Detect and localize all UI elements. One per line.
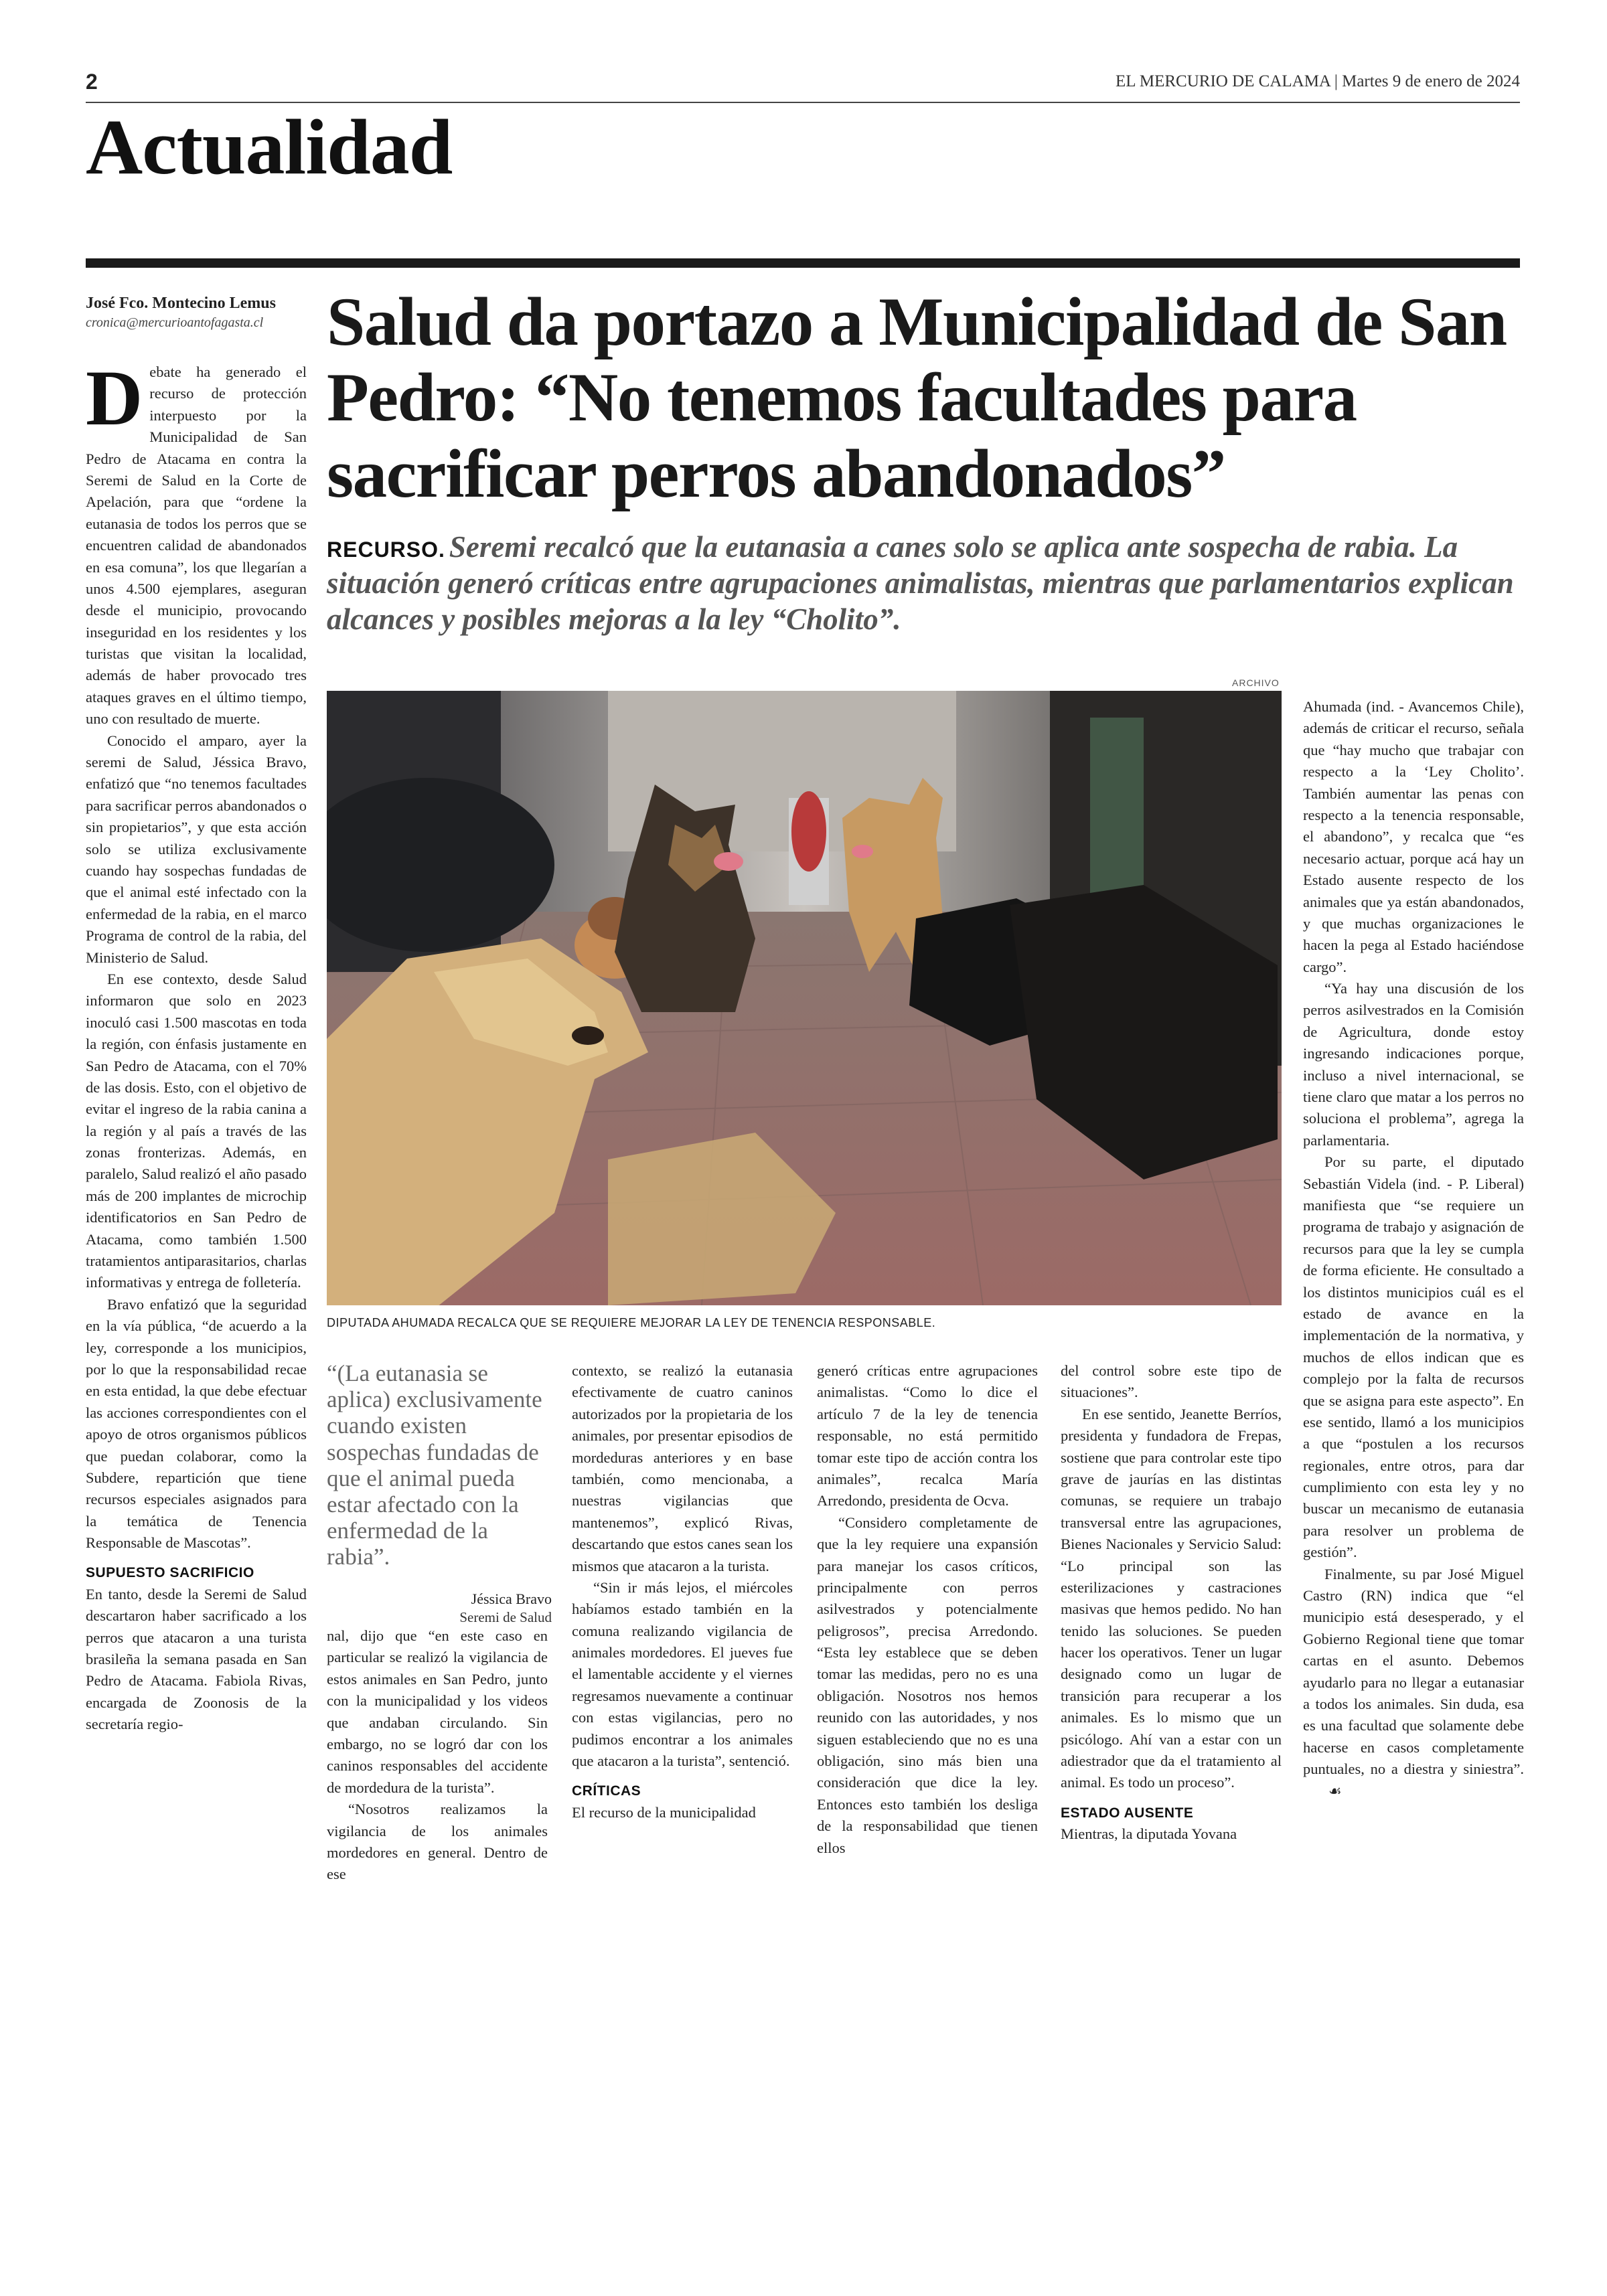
dropcap: D bbox=[86, 354, 143, 442]
kicker: RECURSO. bbox=[327, 538, 445, 562]
lead-text: Seremi recalcó que la eutanasia a canes solo se aplica ante sospecha de rabia. La situación generó críticas entre agrupaciones animalistas, mientras que parlamentarios explican alcances y posibles mejoras a la ley “Cholito”. bbox=[327, 530, 1514, 636]
paragraph bbox=[86, 354, 307, 730]
paragraph: nal, dijo que “en este caso en particular se realizó la vigilancia de estos animales en San Pedro, junto con la municipalidad y los videos que andaban circulando. Sin embargo, no se logró dar con los caninos responsables del accidente de mordedura de la turista”. bbox=[327, 1627, 548, 1796]
dogs-photo bbox=[327, 691, 1282, 1305]
paragraph bbox=[1303, 1564, 1524, 1802]
subhead-supuesto-sacrificio: SUPUESTO SACRIFICIO bbox=[86, 1565, 254, 1581]
author-name: José Fco. Montecino Lemus bbox=[86, 295, 276, 312]
paragraph: generó críticas entre agrupaciones animalistas. “Como lo dice el artículo 7 de la ley de tenencia responsable, no está permitido tomar este tipo de acción contra los animales”, recalca María Arredondo, presidenta de Ocva. bbox=[817, 1362, 1038, 1509]
pull-quote bbox=[327, 1360, 552, 1626]
paragraph: “Considero completamente de que la ley requiere una expansión para manejar los casos críticos, principalmente con perros asilvestrados y potencialmente peligrosos”, precisa Arredondo. “Esta ley establece que se deben tomar las medidas, pero no es una obligación. Nosotros nos hemos reunido con las autoridades, y nos siguen estableciendo que no es una obligación, sino más bien una consideración que dice la ley. Entonces esto también los desliga de la responsabilidad que tienen ellos bbox=[817, 1513, 1038, 1856]
lead-paragraph bbox=[327, 529, 1525, 637]
page-number: 2 bbox=[86, 70, 98, 94]
author-email[interactable]: cronica@mercurioantofagasta.cl bbox=[86, 315, 264, 330]
photo-caption: DIPUTADA AHUMADA RECALCA QUE SE REQUIERE MEJORAR LA LEY DE TENENCIA RESPONSABLE. bbox=[327, 1316, 936, 1329]
subhead-estado-ausente: ESTADO AUSENTE bbox=[1061, 1805, 1194, 1821]
photo-credit: ARCHIVO bbox=[1232, 677, 1280, 688]
paragraph: Bravo enfatizó que la seguridad en la vía pública, “de acuerdo a la ley, corresponde a los municipios, por lo que la responsabilidad recae en esta entidad, la que debe efectuar las acciones correspondientes con el apoyo de otros organismos públicos que puedan colaborar, como la Subdere, repartición que tiene recursos especiales asignados para la temática de Tenencia Responsable de Mascotas”. bbox=[86, 1295, 307, 1552]
paragraph: En ese contexto, desde Salud informaron que solo en 2023 inoculó casi 1.500 mascotas en toda la región, con énfasis justamente en San Pedro de Atacama, con el 70% de las dosis. Esto, con el objetivo de evitar el ingreso de la rabia canina a la región y al país a través de las zonas fronterizas. Además, en paralelo, Salud realizó el año pasado más de 200 implantes de microchip identificatorios en San Pedro de Atacama, como también 1.500 tratamientos antiparasitarios, charlas informativas y entrega de folletería. bbox=[86, 970, 307, 1291]
section-divider bbox=[86, 258, 1520, 268]
dogs-photo-illustration bbox=[327, 691, 1282, 1305]
column-4 bbox=[817, 1360, 1038, 1859]
paragraph: En tanto, desde la Seremi de Salud descartaron haber sacrificado a los perros que atacaron a una turista brasileña la semana pasada en San Pedro de Atacama. Fabiola Rivas, encargada de Zoonosis de la secretaría regio- bbox=[86, 1585, 307, 1733]
paragraph: del control sobre este tipo de situaciones”. bbox=[1061, 1362, 1282, 1401]
column-3 bbox=[572, 1360, 793, 1823]
paragraph: contexto, se realizó la eutanasia efectivamente de cuatro caninos autorizados por la propietaria de los animales, por presentar episodios de mordeduras anteriores y en base también, como mencionaba, a nuestras vigilancias que mantenemos”, explicó Rivas, descartando que estos canes sean los mismos que atacaron a la turista. bbox=[572, 1362, 793, 1574]
paragraph: Por su parte, el diputado Sebastián Videla (ind. - P. Liberal) manifiesta que “se requiere un programa de trabajo y asignación de recursos para que la ley se cumpla de forma eficiente. He consultado a los distintos municipios cuál es el estado de avance en la implementación de la normativa, y muchos de ellos indican que es complejo por la falta de recursos que se asigna para este aspecto”. En ese sentido, llamó a los municipios a que “postulen a los recursos regionales, entre otros, para dar cumplimiento con esta ley y no buscar un mecanismo de eutanasia para resolver un problema de gestión”. bbox=[1303, 1153, 1524, 1561]
paragraph-text: Finalmente, su par José Miguel Castro (RN) indica que “el municipio está desesperado, y el Gobierno Regional tiene que tomar cartas en el asunto. Debemos ayudarlo para no llegar a eutanasiar a todos los animales. Sin duda, esa es una facultad que solamente debe hacerse en casos completamente puntuales, no a diestra y siniestra”. bbox=[1303, 1565, 1524, 1778]
column-6 bbox=[1303, 696, 1524, 1802]
end-mark-icon: ☙ bbox=[1328, 1782, 1342, 1799]
subhead-criticas: CRÍTICAS bbox=[572, 1783, 641, 1799]
byline bbox=[86, 295, 307, 331]
section-title: Actualidad bbox=[86, 103, 453, 191]
pull-quote-role: Seremi de Salud bbox=[459, 1609, 552, 1625]
pull-quote-author: Jéssica Bravo bbox=[471, 1590, 552, 1607]
paragraph-text: ebate ha generado el recurso de protección interpuesto por la Municipalidad de San Pedro de Atacama en contra la Seremi de Salud en la Corte de Apelación, para que “ordene la eutanasia de todos los perros que se encuentren calidad de abandonados en esa comuna”, los que llegarían a unos 4.500 ejemplares, aseguran desde el municipio, provocando inseguridad en los residentes y los turistas que visitan la localidad, además de haber provocado tres ataques graves en el último tiempo, uno con resultado de muerte. bbox=[86, 363, 307, 728]
paragraph: Conocido el amparo, ayer la seremi de Salud, Jéssica Bravo, enfatizó que “no tenemos facultades para sacrificar perros abandonados o sin propietarios”, y que esta acción solo se utiliza exclusivamente cuando hay sospechas fundadas de que el animal esté infectado con la enfermedad de la rabia, en el marco Programa de control de la rabia, del Ministerio de Salud. bbox=[86, 732, 307, 966]
paragraph: Mientras, la diputada Yovana bbox=[1061, 1825, 1237, 1843]
paragraph: “Sin ir más lejos, el miércoles habíamos estado también en la comuna realizando vigilancia de animales mordedores. El jueves fue el lamentable accidente y el viernes regresamos nuevamente a continuar con estas vigilancias, pero no pudimos encontrar a los animales que atacaron a la turista”, sentenció. bbox=[572, 1578, 793, 1770]
paragraph: Ahumada (ind. - Avancemos Chile), además de criticar el recurso, señala que “hay mucho que trabajar con respecto a la ‘Ley Cholito’. También aumentar las penas con respecto a la tenencia responsable, el abandono”, y recalca que “es necesario actuar, porque acá hay un Estado ausente respecto de los animales que ya están abandonados, y que muchas organizaciones le hacen la pega al Estado haciéndose cargo”. bbox=[1303, 698, 1524, 975]
column-2 bbox=[327, 1625, 548, 1886]
masthead: EL MERCURIO DE CALAMA | Martes 9 de enero de 2024 bbox=[1116, 72, 1520, 90]
column-5 bbox=[1061, 1360, 1282, 1845]
paragraph: “Ya hay una discusión de los perros asilvestrados en la Comisión de Agricultura, donde estoy ingresando indicaciones porque, incluso a nivel internacional, se tiene claro que matar a los perros no soluciona el problema”, agrega la parlamentaria. bbox=[1303, 980, 1524, 1149]
headline: Salud da portazo a Municipalidad de San Pedro: “No tenemos facultades para sacrificar perros abandonados” bbox=[327, 284, 1507, 512]
paragraph: En ese sentido, Jeanette Berríos, presidenta y fundadora de Frepas, sostiene que para controlar este tipo grave de jaurías en las distintas comunas, se requiere un trabajo transversal entre las agrupaciones, Bienes Nacionales y Servicio Salud: “Lo principal son las esterilizaciones y castraciones masivas que hemos pedido. No han tenido las soluciones. Se pueden hacer los operativos. Tener un lugar designado como un lugar de transición para recuperar a los animales. Es lo mismo que un psicólogo. Ahí van a estar con un adiestrador que da el tratamiento al animal. Es todo un proceso”. bbox=[1061, 1405, 1282, 1791]
column-1 bbox=[86, 354, 307, 1735]
paragraph: “Nosotros realizamos la vigilancia de los animales mordedores en general. Dentro de ese bbox=[327, 1801, 548, 1883]
paragraph: El recurso de la municipalidad bbox=[572, 1803, 756, 1821]
pull-quote-text: “(La eutanasia se aplica) exclusivamente cuando existen sospechas fundadas de que el animal pueda estar afectado con la enfermedad de la rabia”. bbox=[327, 1360, 542, 1570]
